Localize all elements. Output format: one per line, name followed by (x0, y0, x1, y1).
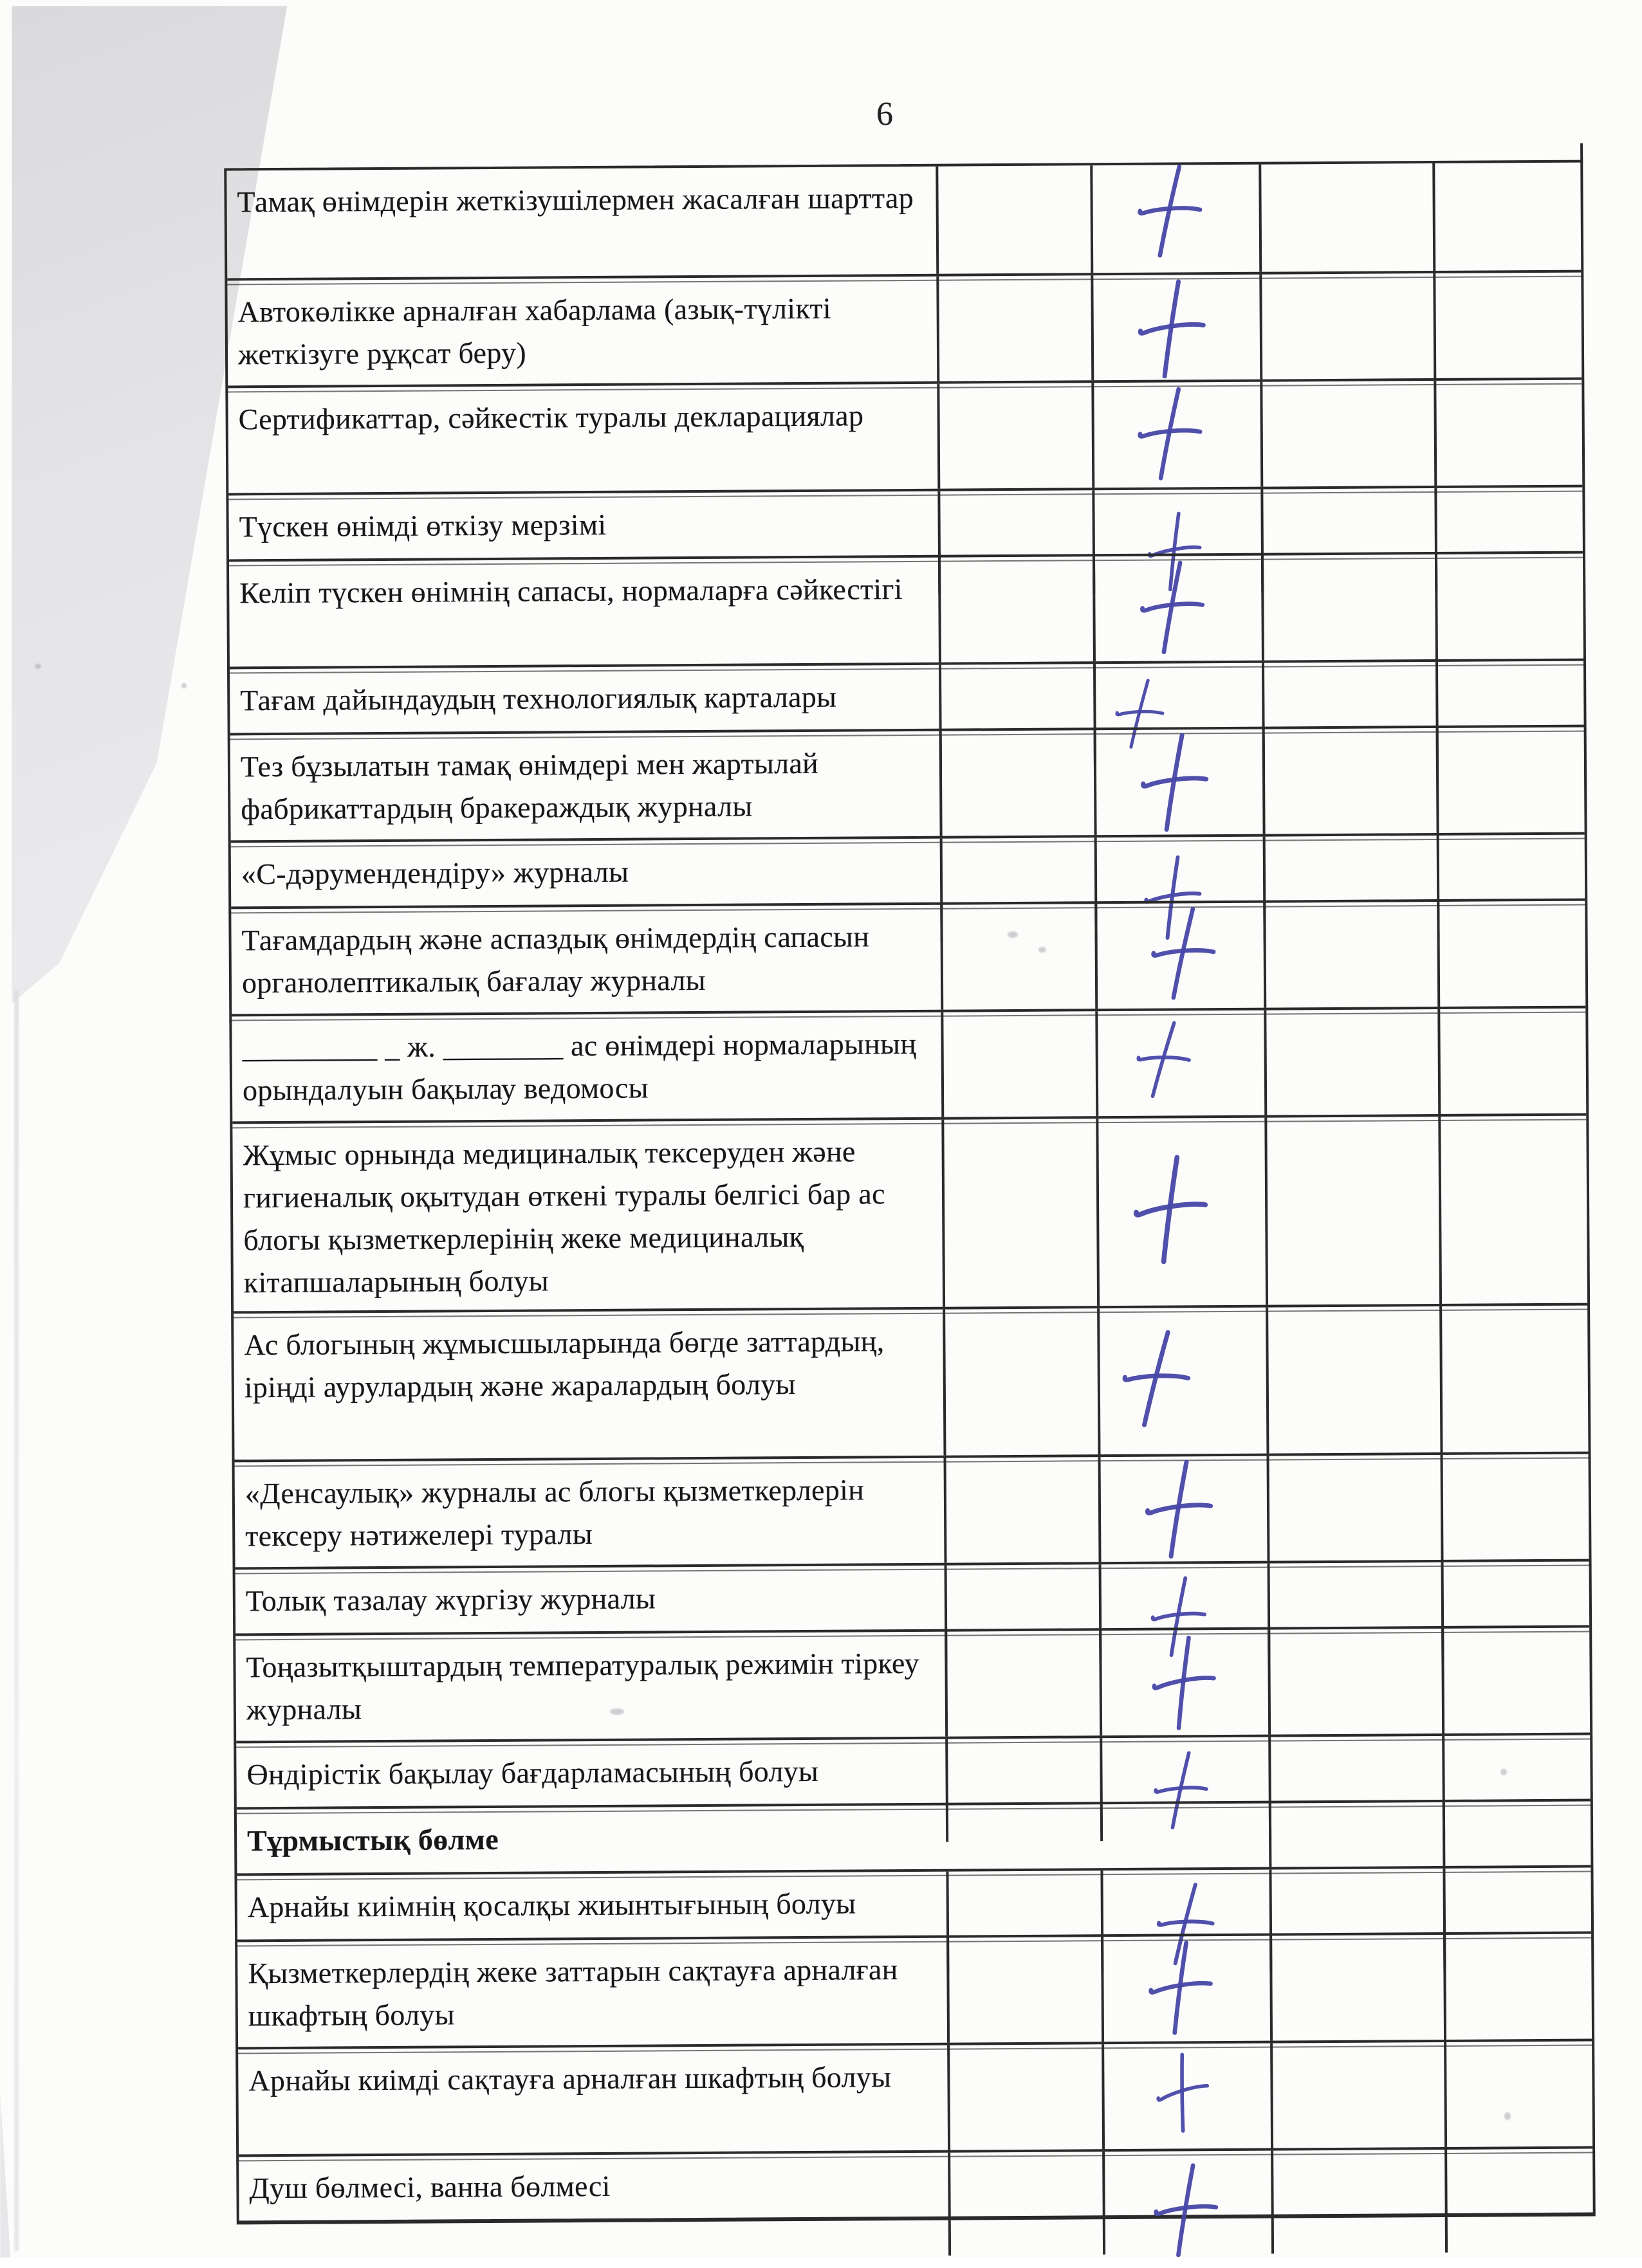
check-cell (1096, 1118, 1266, 1306)
value-cell (1267, 1455, 1441, 1561)
check-cell (1095, 1011, 1264, 1117)
check-cell (1094, 903, 1264, 1009)
handwritten-plus-icon (1127, 1151, 1217, 1268)
table-row (235, 1452, 1589, 1568)
item-cell: Тамақ өнімдерін жеткізушілермен жасалған шарттар (237, 181, 914, 219)
value-cell (936, 275, 1091, 381)
value-cell (937, 383, 1092, 488)
value-cell (941, 1011, 1096, 1117)
corner-shadow (0, 2090, 58, 2258)
check-cell (1093, 556, 1262, 662)
check-cell (1101, 1936, 1270, 2042)
handwritten-plus-icon (1133, 727, 1219, 836)
check-cell (1102, 2044, 1271, 2150)
value-cell (1437, 1009, 1586, 1114)
table-row (237, 1865, 1591, 1940)
check-cell (1102, 2151, 1271, 2255)
item-cell: Автокөлікке арналған хабарлама (азық-түлікті жеткізуге рұқсат беру) (237, 291, 832, 371)
value-cell (944, 1457, 1099, 1562)
table-row (235, 1559, 1590, 1634)
table-row (237, 1799, 1591, 1874)
handwritten-plus-icon (1132, 555, 1214, 659)
table-row (227, 270, 1582, 386)
value-cell (1263, 902, 1437, 1008)
value-cell (1259, 163, 1433, 272)
handwritten-plus-icon (1131, 275, 1215, 382)
value-cell (945, 1631, 1100, 1736)
value-cell (1260, 381, 1434, 487)
item-cell: Арнайы киімді сақтауға арналған шкафтың болуы (248, 2060, 892, 2098)
table-row (232, 1006, 1586, 1122)
page-edge-shadow (14, 991, 19, 2251)
handwritten-plus-icon (1147, 2159, 1228, 2262)
item-cell: Тағам дайындаудың технологиялық карталары (240, 680, 837, 717)
item-cell: Сертификаттар, сәйкестік туралы декларациялар (238, 399, 864, 436)
check-cell (1099, 1630, 1268, 1736)
handwritten-plus-icon (1128, 158, 1213, 264)
handwritten-plus-icon (1143, 1937, 1221, 2038)
table-row (231, 832, 1585, 907)
item-cell: Тағамдардың және аспаздық өнімдердің сапасын органолептикалық бағалау журналы (241, 920, 870, 1000)
table-row (230, 659, 1584, 733)
item-cell: Өндірістік бақылау бағдарламасының болуы (246, 1754, 819, 1791)
table-row (228, 485, 1583, 560)
value-cell (948, 2152, 1103, 2255)
value-cell (1262, 728, 1437, 834)
document-table (224, 160, 1595, 2225)
value-cell (1264, 1009, 1438, 1115)
value-cell (1435, 554, 1583, 659)
item-cell: Қызметкерлердің жеке заттарын сақтауға арналған шкафтың болуы (248, 1953, 898, 2033)
item-cell: Жұмыс орнында медициналық тексеруден және гигиеналық оқытудан өткені туралы белгісі бар ас блогы қызметкерлерінің жеке медициналық кітапшаларының болуы (243, 1135, 885, 1299)
page-number: 6 (876, 96, 894, 133)
value-cell (1432, 163, 1581, 271)
value-cell (947, 2044, 1102, 2150)
table-row (238, 2039, 1592, 2155)
item-cell: Тоңазытқыштардың температуралық режимін тіркеу журналы (246, 1646, 919, 1726)
value-cell (939, 730, 1094, 836)
table-row (236, 1733, 1591, 1807)
value-cell (1443, 1934, 1592, 2040)
check-cell (1091, 382, 1260, 488)
item-cell: Толық тазалау жүргізу журналы (245, 1582, 656, 1618)
item-cell: Тұрмыстық бөлме (246, 1822, 499, 1858)
check-cell (1090, 165, 1259, 273)
value-cell (943, 1308, 1098, 1455)
value-cell (1269, 1935, 1444, 2041)
handwritten-plus-icon (1126, 1013, 1203, 1106)
item-cell: Келіп түскен өнімнің сапасы, нормаларға сәйкестігі (239, 572, 903, 610)
value-cell (1259, 273, 1434, 380)
value-cell (941, 1119, 1097, 1306)
item-cell: Тез бұзылатын тамақ өнімдері мен жартылай фабрикаттардың бракераждық журналы (240, 746, 819, 826)
value-cell (1439, 1306, 1588, 1452)
handwritten-plus-icon (1138, 1454, 1223, 1563)
table-row (226, 163, 1581, 279)
handwritten-plus-icon (1149, 2049, 1219, 2136)
handwritten-plus-icon (1147, 1632, 1223, 1732)
value-cell (1436, 727, 1585, 833)
value-cell (940, 904, 1095, 1009)
item-cell: Арнайы киімнің қосалқы жиынтығының болуы (247, 1887, 856, 1924)
table-row (231, 899, 1585, 1014)
table-row (239, 2146, 1593, 2221)
value-cell (1271, 2150, 1445, 2254)
value-cell (1266, 1306, 1440, 1454)
table-row (237, 1932, 1592, 2047)
value-cell (1438, 1116, 1587, 1304)
value-cell (1268, 1629, 1442, 1735)
value-cell (1269, 1802, 1443, 1867)
item-cell: _________ _ ж. ________ ас өнімдері нормаларының орындалуын бақылау ведомосы (242, 1027, 917, 1107)
value-cell (1444, 2042, 1592, 2147)
table-row (228, 378, 1582, 493)
table-row (235, 1625, 1590, 1741)
value-cell (1270, 2042, 1444, 2148)
table-row (232, 1113, 1587, 1312)
item-cell: Түскен өнімді өткізу мерзімі (239, 508, 607, 544)
scan-speck (181, 683, 187, 688)
check-cell (1097, 1308, 1266, 1455)
value-cell (938, 556, 1093, 662)
check-cell (1094, 729, 1263, 836)
value-cell (1441, 1454, 1589, 1560)
table-row (230, 725, 1585, 841)
table-row (234, 1303, 1588, 1460)
item-cell: Душ бөлмесі, ванна бөлмесі (249, 2169, 611, 2205)
value-cell (936, 165, 1091, 273)
value-cell (1264, 1117, 1439, 1305)
value-cell (1434, 380, 1582, 486)
value-cell (1441, 1628, 1590, 1733)
value-cell (1444, 2149, 1593, 2253)
item-cell: «Денсаулық» журналы ас блогы қызметкерлерін тексеру нәтижелері туралы (244, 1473, 865, 1553)
item-cell: Ас блогының жұмысшыларында бөгде заттардың, іріңді аурулардың және жаралардың болуы (244, 1324, 885, 1404)
value-cell (946, 1937, 1102, 2042)
table-row (229, 551, 1583, 667)
value-cell (1443, 1802, 1591, 1866)
check-cell (1098, 1456, 1268, 1562)
check-cell (1091, 275, 1260, 381)
value-cell (1437, 901, 1585, 1007)
handwritten-plus-icon (1129, 381, 1213, 486)
value-cell (1433, 273, 1582, 378)
handwritten-plus-icon (1111, 1321, 1204, 1436)
scan-speck (35, 664, 41, 669)
value-cell (1261, 554, 1435, 661)
handwritten-plus-icon (1141, 900, 1227, 1007)
item-cell: «С-дәрумендендіру» журналы (241, 855, 629, 891)
